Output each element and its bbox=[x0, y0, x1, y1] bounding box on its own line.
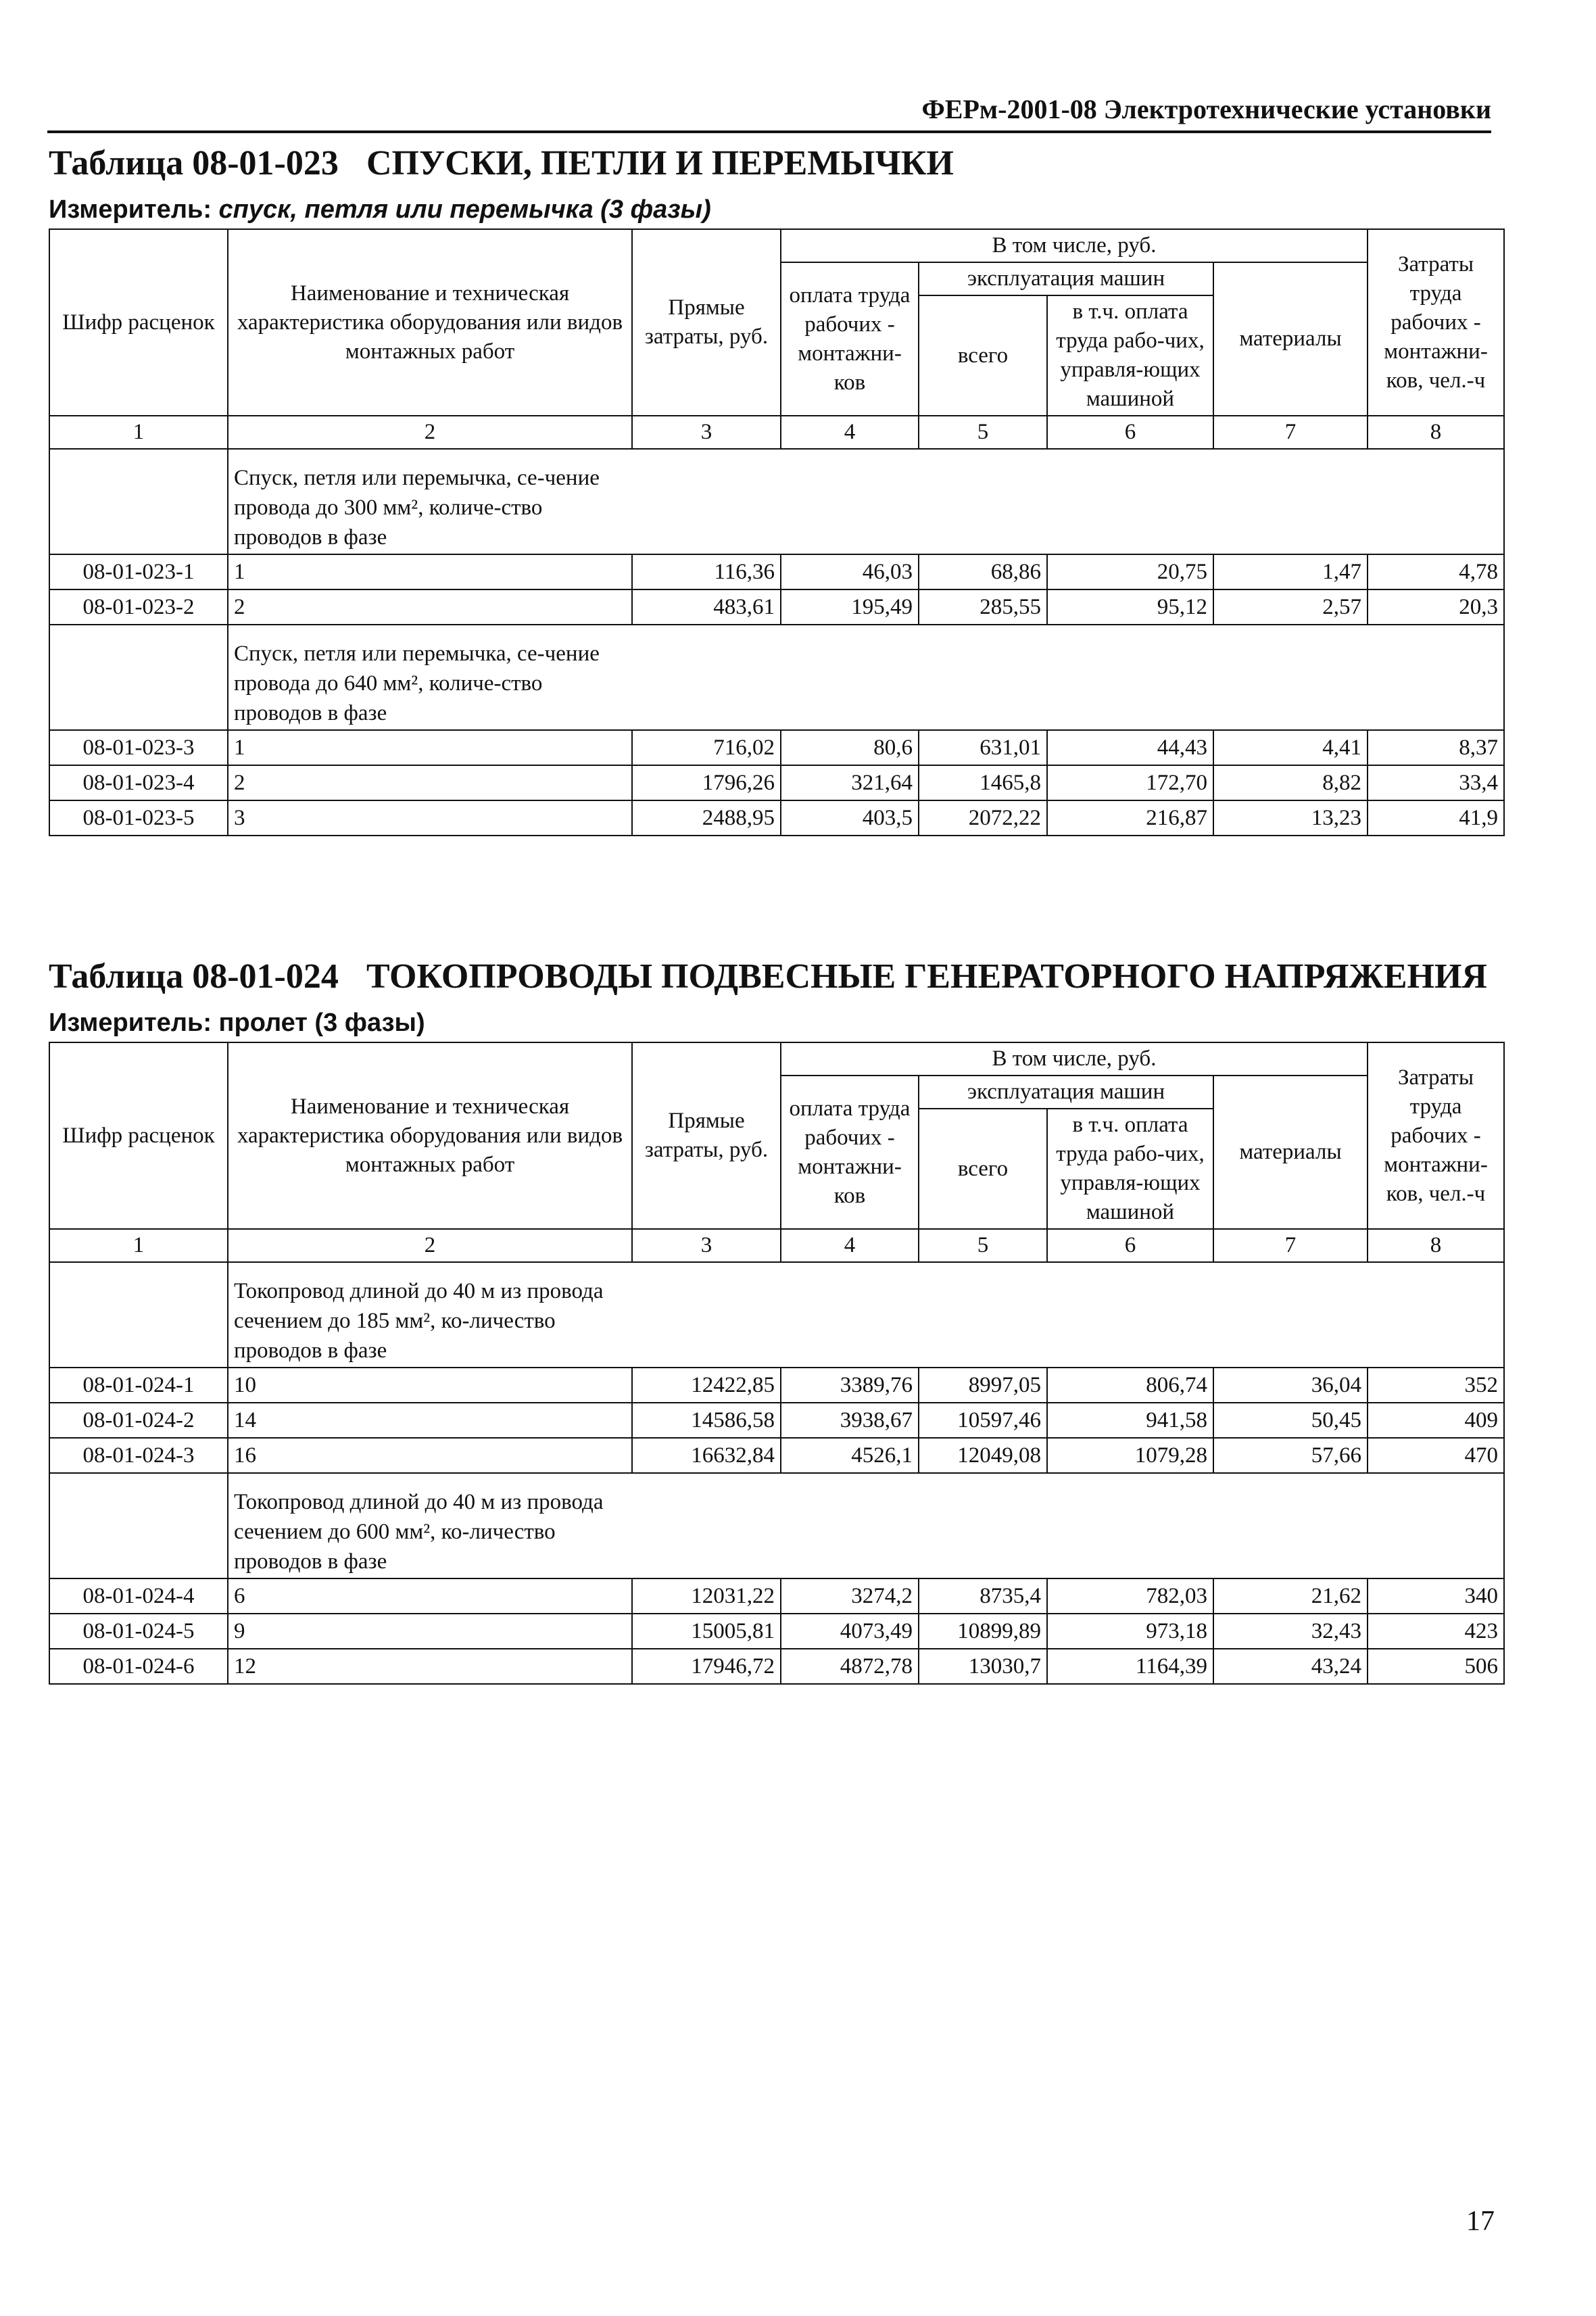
rate-name: 6 bbox=[228, 1578, 632, 1614]
rate-name: 3 bbox=[228, 800, 632, 836]
table-code: Таблица 08-01-024 bbox=[49, 957, 339, 996]
wages: 4073,49 bbox=[781, 1614, 919, 1649]
wages: 3389,76 bbox=[781, 1368, 919, 1403]
header-name: Наименованиe и техническая характеристика оборудования или видов монтажных работ bbox=[228, 1042, 632, 1229]
machines-total: 285,55 bbox=[919, 589, 1047, 625]
table-code: Таблица 08-01-023 bbox=[49, 144, 339, 183]
machines-total: 10597,46 bbox=[919, 1403, 1047, 1438]
rate-code: 08-01-024-3 bbox=[49, 1438, 228, 1473]
wages: 403,5 bbox=[781, 800, 919, 836]
machines-wages: 806,74 bbox=[1047, 1368, 1213, 1403]
group-row bbox=[49, 625, 1504, 730]
wages: 80,6 bbox=[781, 730, 919, 765]
rate-name: 1 bbox=[228, 554, 632, 589]
group-description-text: Спуск, петля или перемычка, се-чение провода до 300 мм², количе-ство проводов в фазе bbox=[234, 466, 600, 550]
wages: 46,03 bbox=[781, 554, 919, 589]
column-number: 7 bbox=[1213, 1229, 1368, 1262]
rate-code: 08-01-023-4 bbox=[49, 765, 228, 800]
machines-wages: 1164,39 bbox=[1047, 1649, 1213, 1684]
direct-costs: 116,36 bbox=[632, 554, 781, 589]
measure-label: Измеритель: bbox=[49, 195, 212, 224]
table-row bbox=[49, 1368, 1504, 1403]
materials: 57,66 bbox=[1213, 1438, 1368, 1473]
table-row bbox=[49, 589, 1504, 625]
running-header: ФЕРм-2001-08 Электротехнические установки bbox=[47, 93, 1491, 133]
machines-total: 68,86 bbox=[919, 554, 1047, 589]
header-machines: эксплуатация машин bbox=[919, 1076, 1213, 1109]
measure-label: Измеритель: bbox=[49, 1009, 212, 1037]
direct-costs: 12031,22 bbox=[632, 1578, 781, 1614]
column-numbers-row bbox=[49, 1229, 1504, 1262]
table-row bbox=[49, 1438, 1504, 1473]
materials: 2,57 bbox=[1213, 589, 1368, 625]
group-description bbox=[228, 449, 1504, 554]
labor: 423 bbox=[1368, 1614, 1504, 1649]
labor: 470 bbox=[1368, 1438, 1504, 1473]
wages: 321,64 bbox=[781, 765, 919, 800]
table-row bbox=[49, 730, 1504, 765]
table-row bbox=[49, 1649, 1504, 1684]
materials: 50,45 bbox=[1213, 1403, 1368, 1438]
machines-wages: 1079,28 bbox=[1047, 1438, 1213, 1473]
labor: 8,37 bbox=[1368, 730, 1504, 765]
header-name: Наименование и техническая характеристика оборудования или видов монтажных работ bbox=[228, 229, 632, 416]
header-materials: материалы bbox=[1213, 1076, 1368, 1229]
machines-wages: 782,03 bbox=[1047, 1578, 1213, 1614]
measure-line bbox=[49, 195, 1502, 224]
header-including: В том числе, руб. bbox=[781, 229, 1368, 262]
labor: 340 bbox=[1368, 1578, 1504, 1614]
column-number: 5 bbox=[919, 1229, 1047, 1262]
rate-name: 2 bbox=[228, 765, 632, 800]
column-number: 3 bbox=[632, 416, 781, 449]
machines-total: 13030,7 bbox=[919, 1649, 1047, 1684]
rate-code: 08-01-024-6 bbox=[49, 1649, 228, 1684]
table-row bbox=[49, 800, 1504, 836]
header-machines-wages: в т.ч. оплата труда рабо-чих, управля-ющих машиной bbox=[1047, 1109, 1213, 1229]
group-description bbox=[228, 1473, 1504, 1578]
header-machines-total: всего bbox=[919, 1109, 1047, 1229]
direct-costs: 16632,84 bbox=[632, 1438, 781, 1473]
group-description bbox=[228, 1262, 1504, 1368]
rate-code: 08-01-023-1 bbox=[49, 554, 228, 589]
header-wages: оплата труда рабочих - монтажни-ков bbox=[781, 262, 919, 416]
labor: 409 bbox=[1368, 1403, 1504, 1438]
table-row bbox=[49, 765, 1504, 800]
table-name: ТОКОПРОВОДЫ ПОДВЕСНЫЕ ГЕНЕРАТОРНОГО НАПРЯЖЕНИЯ bbox=[366, 957, 1487, 996]
column-number: 2 bbox=[228, 416, 632, 449]
materials: 32,43 bbox=[1213, 1614, 1368, 1649]
table-row bbox=[49, 1403, 1504, 1438]
table-section-023 bbox=[49, 143, 1502, 836]
group-description bbox=[228, 625, 1504, 730]
measure-value: пролет (3 фазы) bbox=[218, 1009, 425, 1037]
machines-wages: 20,75 bbox=[1047, 554, 1213, 589]
rates-table bbox=[49, 228, 1505, 836]
group-description-text: Спуск, петля или перемычка, се-чение провода до 640 мм², количе-ство проводов в фазе bbox=[234, 642, 600, 725]
machines-wages: 216,87 bbox=[1047, 800, 1213, 836]
group-row bbox=[49, 1473, 1504, 1578]
labor: 352 bbox=[1368, 1368, 1504, 1403]
column-number: 1 bbox=[49, 416, 228, 449]
rate-code: 08-01-024-4 bbox=[49, 1578, 228, 1614]
wages: 3274,2 bbox=[781, 1578, 919, 1614]
labor: 41,9 bbox=[1368, 800, 1504, 836]
column-number: 6 bbox=[1047, 1229, 1213, 1262]
rate-name: 1 bbox=[228, 730, 632, 765]
group-description-text: Токопровод длиной до 40 м из провода сечением до 185 мм², ко-личество проводов в фазе bbox=[234, 1279, 604, 1363]
machines-wages: 44,43 bbox=[1047, 730, 1213, 765]
rates-table bbox=[49, 1042, 1505, 1685]
machines-total: 631,01 bbox=[919, 730, 1047, 765]
group-row bbox=[49, 449, 1504, 554]
rate-name: 2 bbox=[228, 589, 632, 625]
measure-value: спуск, петля или перемычка (3 фазы) bbox=[218, 195, 711, 224]
materials: 21,62 bbox=[1213, 1578, 1368, 1614]
header-machines: эксплуатация машин bbox=[919, 262, 1213, 295]
direct-costs: 1796,26 bbox=[632, 765, 781, 800]
group-row bbox=[49, 1262, 1504, 1368]
column-number: 8 bbox=[1368, 416, 1504, 449]
labor: 33,4 bbox=[1368, 765, 1504, 800]
table-name: СПУСКИ, ПЕТЛИ И ПЕРЕМЫЧКИ bbox=[366, 144, 954, 183]
direct-costs: 12422,85 bbox=[632, 1368, 781, 1403]
direct-costs: 17946,72 bbox=[632, 1649, 781, 1684]
header-wages: оплата труда рабочих - монтажни-ков bbox=[781, 1076, 919, 1229]
header-labor: Затраты труда рабочих - монтажни-ков, чел.-ч bbox=[1368, 229, 1504, 416]
column-number: 1 bbox=[49, 1229, 228, 1262]
machines-total: 2072,22 bbox=[919, 800, 1047, 836]
table-row bbox=[49, 554, 1504, 589]
column-number: 8 bbox=[1368, 1229, 1504, 1262]
materials: 8,82 bbox=[1213, 765, 1368, 800]
column-number: 5 bbox=[919, 416, 1047, 449]
column-number: 7 bbox=[1213, 416, 1368, 449]
direct-costs: 483,61 bbox=[632, 589, 781, 625]
machines-total: 10899,89 bbox=[919, 1614, 1047, 1649]
rate-code: 08-01-024-5 bbox=[49, 1614, 228, 1649]
labor: 506 bbox=[1368, 1649, 1504, 1684]
direct-costs: 15005,81 bbox=[632, 1614, 781, 1649]
direct-costs: 716,02 bbox=[632, 730, 781, 765]
header-code: Шифр расценок bbox=[49, 229, 228, 416]
machines-wages: 941,58 bbox=[1047, 1403, 1213, 1438]
measure-line bbox=[49, 1009, 1502, 1038]
rate-name: 12 bbox=[228, 1649, 632, 1684]
machines-wages: 95,12 bbox=[1047, 589, 1213, 625]
wages: 195,49 bbox=[781, 589, 919, 625]
rate-code: 08-01-024-1 bbox=[49, 1368, 228, 1403]
materials: 1,47 bbox=[1213, 554, 1368, 589]
table-title bbox=[49, 957, 1502, 996]
machines-total: 8997,05 bbox=[919, 1368, 1047, 1403]
rate-name: 14 bbox=[228, 1403, 632, 1438]
direct-costs: 14586,58 bbox=[632, 1403, 781, 1438]
header-machines-total: всего bbox=[919, 295, 1047, 416]
wages: 3938,67 bbox=[781, 1403, 919, 1438]
materials: 43,24 bbox=[1213, 1649, 1368, 1684]
machines-total: 12049,08 bbox=[919, 1438, 1047, 1473]
header-code: Шифр расценок bbox=[49, 1042, 228, 1229]
header-labor: Затраты труда рабочих - монтажни-ков, чел.-ч bbox=[1368, 1042, 1504, 1229]
header-direct-costs: Прямые затраты, руб. bbox=[632, 229, 781, 416]
header-including: В том числе, руб. bbox=[781, 1042, 1368, 1076]
wages: 4872,78 bbox=[781, 1649, 919, 1684]
rate-code: 08-01-024-2 bbox=[49, 1403, 228, 1438]
header-machines-wages: в т.ч. оплата труда рабо-чих, управля-ющих машиной bbox=[1047, 295, 1213, 416]
table-row bbox=[49, 1614, 1504, 1649]
rate-name: 16 bbox=[228, 1438, 632, 1473]
group-description-text: Токопровод длиной до 40 м из провода сечением до 600 мм², ко-личество проводов в фазе bbox=[234, 1490, 604, 1574]
page-number: 17 bbox=[1466, 2206, 1495, 2237]
table-row bbox=[49, 1578, 1504, 1614]
machines-wages: 172,70 bbox=[1047, 765, 1213, 800]
machines-wages: 973,18 bbox=[1047, 1614, 1213, 1649]
column-number: 2 bbox=[228, 1229, 632, 1262]
table-section-024 bbox=[49, 957, 1502, 1685]
column-number: 4 bbox=[781, 416, 919, 449]
column-number: 4 bbox=[781, 1229, 919, 1262]
header-materials: материалы bbox=[1213, 262, 1368, 416]
materials: 36,04 bbox=[1213, 1368, 1368, 1403]
rate-code: 08-01-023-3 bbox=[49, 730, 228, 765]
rate-code: 08-01-023-2 bbox=[49, 589, 228, 625]
table-title bbox=[49, 143, 1502, 183]
wages: 4526,1 bbox=[781, 1438, 919, 1473]
labor: 20,3 bbox=[1368, 589, 1504, 625]
rate-code: 08-01-023-5 bbox=[49, 800, 228, 836]
header-direct-costs: Прямые затраты, руб. bbox=[632, 1042, 781, 1229]
rate-name: 9 bbox=[228, 1614, 632, 1649]
rate-name: 10 bbox=[228, 1368, 632, 1403]
labor: 4,78 bbox=[1368, 554, 1504, 589]
column-numbers-row bbox=[49, 416, 1504, 449]
machines-total: 8735,4 bbox=[919, 1578, 1047, 1614]
column-number: 6 bbox=[1047, 416, 1213, 449]
column-number: 3 bbox=[632, 1229, 781, 1262]
materials: 4,41 bbox=[1213, 730, 1368, 765]
direct-costs: 2488,95 bbox=[632, 800, 781, 836]
materials: 13,23 bbox=[1213, 800, 1368, 836]
machines-total: 1465,8 bbox=[919, 765, 1047, 800]
